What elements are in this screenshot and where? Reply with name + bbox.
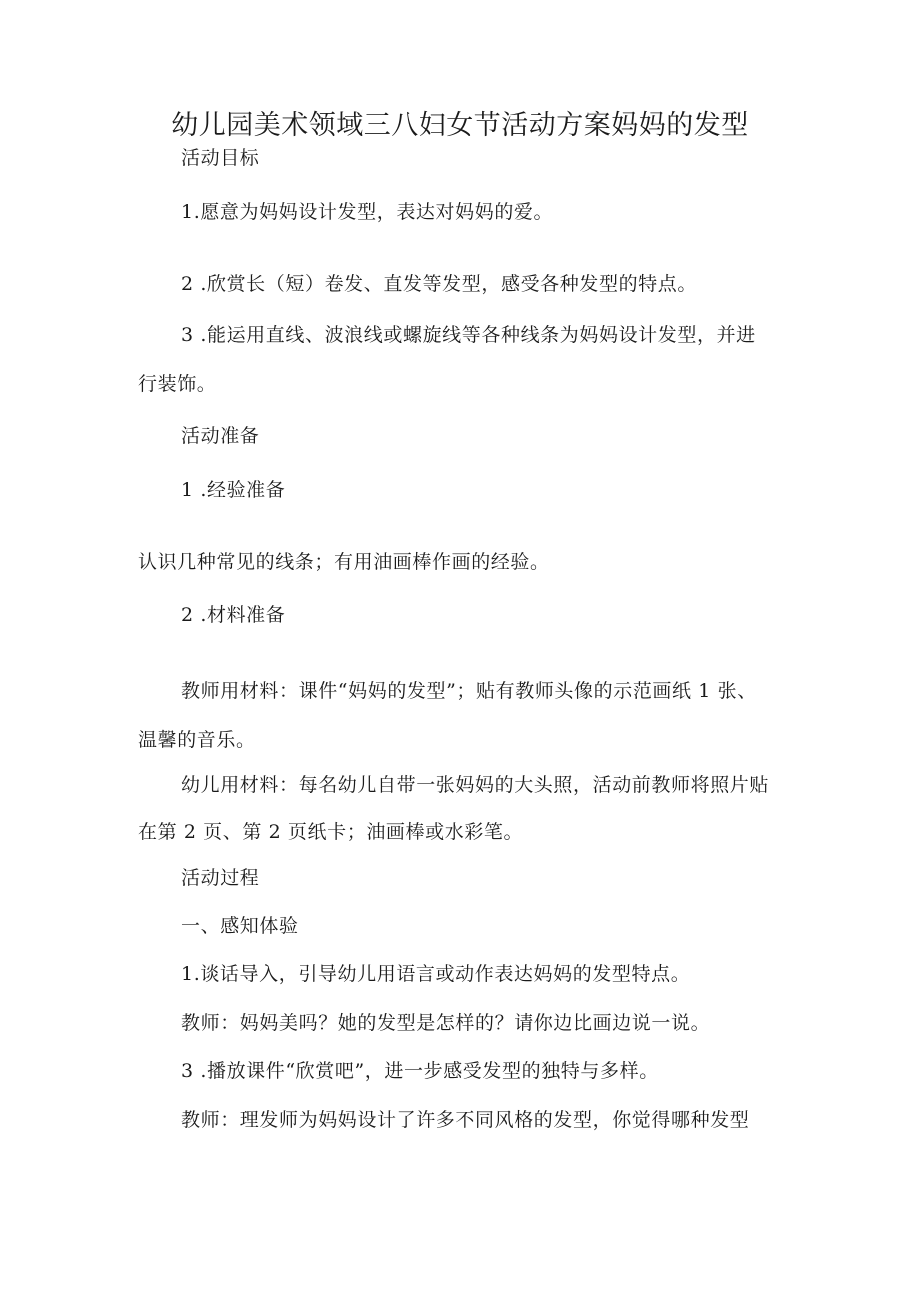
teacher-materials-continued: 温馨的音乐。 — [138, 729, 256, 751]
teacher-materials: 教师用材料：课件“妈妈的发型”；贴有教师头像的示范画纸 1 张、 — [181, 680, 757, 702]
teacher-question-2: 教师：理发师为妈妈设计了许多不同风格的发型，你觉得哪种发型 — [181, 1109, 750, 1131]
process-item-1: 1.谈话导入，引导幼儿用语言或动作表达妈妈的发型特点。 — [181, 963, 691, 985]
goal-item-2: 2 .欣赏长（短）卷发、直发等发型，感受各种发型的特点。 — [181, 273, 697, 295]
document-title: 幼儿园美术领域三八妇女节活动方案妈妈的发型 — [171, 110, 749, 141]
goal-item-3-continued: 行装饰。 — [138, 373, 217, 395]
section-perception: 一、感知体验 — [181, 915, 299, 937]
heading-activity-goals: 活动目标 — [181, 147, 260, 169]
teacher-question-1: 教师：妈妈美吗？她的发型是怎样的？请你边比画边说一说。 — [181, 1012, 711, 1034]
prep-item-experience: 1 .经验准备 — [181, 479, 286, 501]
heading-activity-preparation: 活动准备 — [181, 425, 260, 447]
process-item-3: 3 .播放课件“欣赏吧”，进一步感受发型的独特与多样。 — [181, 1060, 659, 1082]
goal-item-3: 3 .能运用直线、波浪线或螺旋线等各种线条为妈妈设计发型，并进 — [181, 324, 756, 346]
child-materials-continued: 在第 2 页、第 2 页纸卡；油画棒或水彩笔。 — [138, 821, 524, 843]
prep-experience-text: 认识几种常见的线条；有用油画棒作画的经验。 — [138, 551, 550, 573]
prep-item-materials: 2 .材料准备 — [181, 604, 286, 626]
child-materials: 幼儿用材料：每名幼儿自带一张妈妈的大头照，活动前教师将照片贴 — [181, 774, 770, 796]
goal-item-1: 1.愿意为妈妈设计发型，表达对妈妈的爱。 — [181, 201, 554, 223]
heading-activity-process: 活动过程 — [181, 867, 260, 889]
